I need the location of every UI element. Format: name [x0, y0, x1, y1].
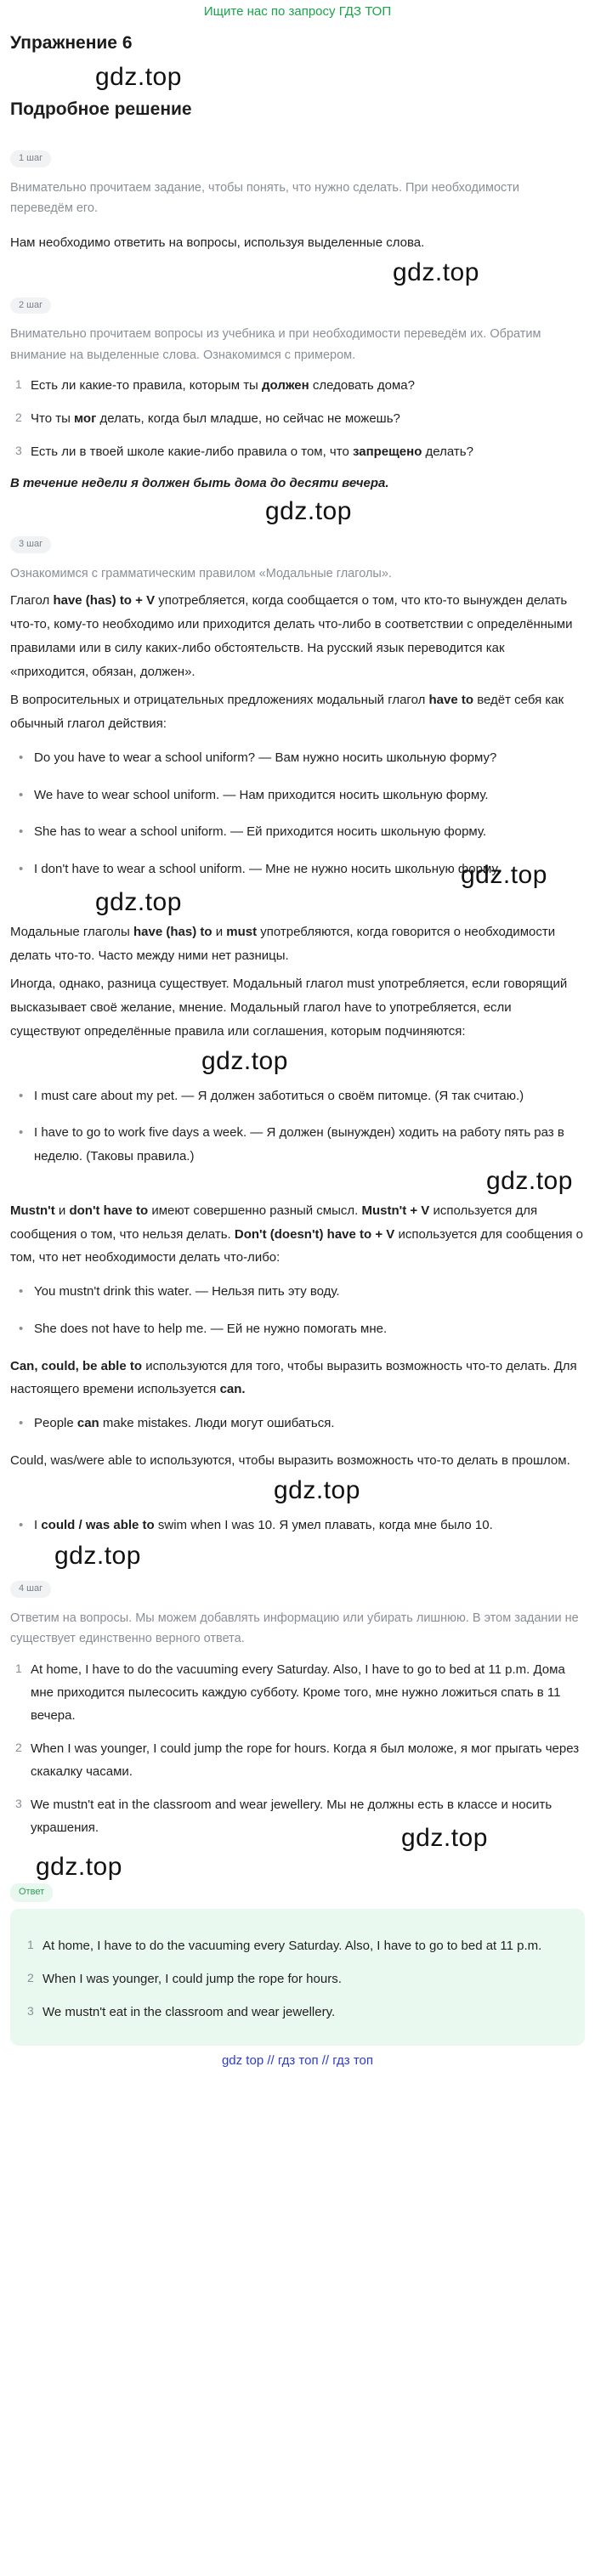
list-item: • I have to go to work five days a week. — Я должен (вынужден) ходить на работу пять раз в неделю. (Таковы правила.)	[19, 1125, 564, 1164]
watermark: gdz.top	[54, 1542, 141, 1571]
watermark: gdz.top	[95, 62, 182, 91]
page-title: Упражнение 6	[10, 33, 133, 53]
watermark: gdz.top	[265, 497, 352, 526]
item-text: Есть ли в твоей школе какие-либо правила о том, что запрещено делать?	[31, 444, 473, 460]
list-item: • I must care about my pet. — Я должен заботиться о своём питомце. (Я так считаю.)	[19, 1088, 524, 1103]
step-badge: 2 шаг	[10, 297, 51, 314]
list-item: 3 We mustn't eat in the classroom and wear jewellery. Мы не должны есть в классе и носить украшения.	[15, 1796, 552, 1835]
step-4	[10, 1569, 585, 1852]
example-list	[10, 1280, 585, 1341]
step-badge: 3 шаг	[10, 536, 51, 552]
footer[interactable]	[10, 2051, 585, 2071]
item-number: 3	[15, 444, 22, 458]
example-list	[10, 1514, 585, 1537]
list-item: 2 When I was younger, I could jump the rope for hours.	[27, 1970, 342, 1986]
watermark: gdz.top	[95, 887, 182, 916]
rule-paragraph: Could, was/were able to используются, чтобы выразить возможность что-то делать в прошлом.	[10, 1452, 570, 1468]
list-item: 2 When I was younger, I could jump the rope for hours. Когда я был моложе, я мог прыгать через скакалку часами.	[15, 1740, 580, 1779]
step-3	[10, 524, 585, 1569]
answer-list	[10, 1658, 585, 1839]
list-item: • I could / was able to swim when I was 10. Я умел плавать, когда мне было 10.	[19, 1517, 493, 1532]
answer-badge: Ответ	[10, 1883, 53, 1902]
watermark: gdz.top	[461, 861, 547, 890]
list-item: • You mustn't drink this water. — Нельзя пить эту воду.	[19, 1284, 340, 1299]
list-item: • People can make mistakes. Люди могут ошибаться.	[19, 1416, 335, 1431]
list-item	[10, 374, 585, 397]
rule-paragraph: Mustn't и don't have to имеют совершенно разный смысл. Mustn't + V используется для сообщения о том, что нельзя делать. Don't (doesn't) have to + V используется для сообщения о том, что нет необходимости делать что-либо:	[10, 1203, 583, 1265]
step-1	[10, 139, 585, 285]
item-number: 1	[15, 377, 22, 392]
example-text: В течение недели я должен быть дома до десяти вечера.	[10, 476, 389, 491]
list-item	[10, 407, 585, 430]
banner-link[interactable]: Ищите нас по запросу ГДЗ ТОП	[203, 4, 392, 19]
step-intro: Ознакомимся с грамматическим правилом «Модальные глаголы».	[10, 566, 392, 580]
watermark: gdz.top	[36, 1852, 122, 1881]
rule-paragraph: Иногда, однако, разница существует. Модальный глагол must употребляется, если говорящий высказывает своё желание, мнение. Модальный глагол have to употребляется, если существуют определённые правила или соглашения, которым подчиняются:	[10, 977, 568, 1039]
rule-paragraph: Глагол have (has) to + V употребляется, когда сообщается о том, что кто-то вынужден делать что-то, кому-то необходимо или приходится делать что-либо в соответствии с определёнными правилами или в силу каких-либо обстоятельств. На русский язык переводится как «приходится, обязан, должен».	[10, 593, 573, 679]
rule-paragraph: Модальные глаголы have (has) to и must употребляются, когда говорится о необходимости делать что-то. Часто между ними нет разницы.	[10, 924, 556, 963]
step-badge: 1 шаг	[10, 150, 51, 167]
step-2	[10, 286, 585, 525]
example-list	[10, 1412, 585, 1435]
item-number: 2	[15, 410, 22, 425]
step-intro: Внимательно прочитаем вопросы из учебника и при необходимости переведём их. Обратим внимание на выделенные слова. Ознакомимся с примером.	[10, 327, 541, 362]
list-item: 1 At home, I have to do the vacuuming every Saturday. Also, I have to go to bed at 11 p.m.	[27, 1937, 542, 1953]
list-item: • She does not have to help me. — Ей не нужно помогать мне.	[19, 1321, 388, 1336]
list-item: 1 At home, I have to do the vacuuming every Saturday. Also, I have to go to bed at 11 p.m. Дома мне приходится пылесосить каждую субботу. Кроме того, мне нужно ложиться спать в 11 вечера.	[15, 1661, 565, 1723]
list-item: • Do you have to wear a school uniform? — Вам нужно носить школьную форму?	[19, 750, 497, 765]
question-list	[10, 374, 585, 463]
watermark: gdz.top	[274, 1475, 360, 1504]
solution-title: Подробное решение	[10, 99, 192, 119]
watermark: gdz.top	[201, 1046, 288, 1075]
rule-paragraph: В вопросительных и отрицательных предложениях модальный глагол have to ведёт себя как обычный глагол действия:	[10, 693, 564, 732]
step-text: Нам необходимо ответить на вопросы, используя выделенные слова.	[10, 235, 425, 250]
list-item: • We have to wear school uniform. — Нам приходится носить школьную форму.	[19, 787, 489, 802]
final-answer-list	[22, 1934, 573, 2024]
item-text: Что ты мог делать, когда был младше, но сейчас не можешь?	[31, 411, 400, 427]
watermark: gdz.top	[401, 1823, 488, 1852]
watermark: gdz.top	[393, 258, 479, 286]
top-banner[interactable]	[10, 0, 585, 25]
rule-paragraph: Can, could, be able to используются для того, чтобы выразить возможность что-то делать. Для настоящего времени используется can.	[10, 1358, 577, 1397]
step-intro: Ответим на вопросы. Мы можем добавлять информацию или убирать лишнюю. В этом задании не существует единственно верного ответа.	[10, 1611, 579, 1646]
footer-link[interactable]: gdz top // гдз топ // гдз топ	[221, 2052, 374, 2068]
list-item: 3 We mustn't eat in the classroom and wear jewellery.	[27, 2003, 336, 2019]
list-item: • I don't have to wear a school uniform. — Мне не нужно носить школьную форму.	[19, 862, 501, 877]
list-item: • She has to wear a school uniform. — Ей приходится носить школьную форму.	[19, 824, 487, 840]
answer-box	[10, 1909, 585, 2046]
watermark: gdz.top	[486, 1166, 573, 1195]
step-intro: Внимательно прочитаем задание, чтобы понять, что нужно сделать. При необходимости переведём его.	[10, 180, 520, 216]
example-list	[10, 1084, 585, 1169]
step-badge: 4 шаг	[10, 1581, 51, 1597]
item-text: Есть ли какие-то правила, которым ты должен следовать дома?	[31, 378, 415, 393]
list-item	[10, 440, 585, 463]
